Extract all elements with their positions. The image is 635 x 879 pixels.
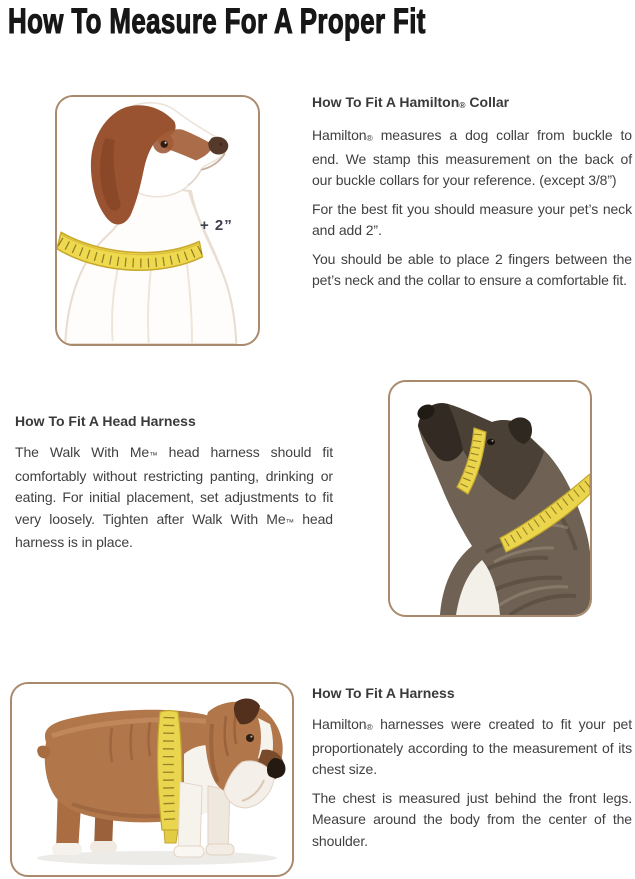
collar-heading: How To Fit A Hamilton$_®$ Collar — [312, 94, 510, 110]
collar-photo-frame — [55, 95, 260, 346]
harness-paragraph-1: Hamilton$_®$ harnesses were created to fit your pet proportionately according to the measurement of its chest size. — [312, 716, 632, 777]
collar-paragraph-2: For the best fit you should measure your pet’s neck and add 2”. — [312, 200, 632, 238]
head-harness-photo-frame — [388, 380, 592, 617]
harness-heading: How To Fit A Harness — [312, 685, 455, 701]
brindle-dog-head-harness-illustration — [390, 382, 590, 615]
harness-text-block — [312, 685, 632, 859]
collar-text-block — [312, 94, 632, 299]
harness-paragraph-2: The chest is measured just behind the front legs. Measure around the body from the center of the shoulder. — [312, 789, 632, 849]
page-title: How To Measure For A Proper Fit — [8, 2, 426, 41]
collar-paragraph-1: Hamilton$_®$ measures a dog collar from buckle to end. We stamp this measurement on the back of our buckle collars for your reference. (except 3/8”) — [312, 127, 632, 188]
head-harness-paragraph: The Walk With $Me_™$ head harness should fit comfortably without restricting panting, drinking or eating. For initial placement, set adjustments to fit very loosely. Tighten after Walk With $Me_™$ head harness is in place. — [15, 444, 333, 550]
plus-2-inches-label: + 2” — [200, 217, 233, 234]
head-harness-heading: How To Fit A Head Harness — [15, 413, 196, 429]
head-harness-text-block — [15, 413, 333, 561]
bulldog-chest-tape-illustration — [12, 684, 292, 875]
collar-paragraph-3: You should be able to place 2 fingers between the pet’s neck and the collar to ensure a comfortable fit. — [312, 250, 632, 288]
harness-photo-frame — [10, 682, 294, 877]
